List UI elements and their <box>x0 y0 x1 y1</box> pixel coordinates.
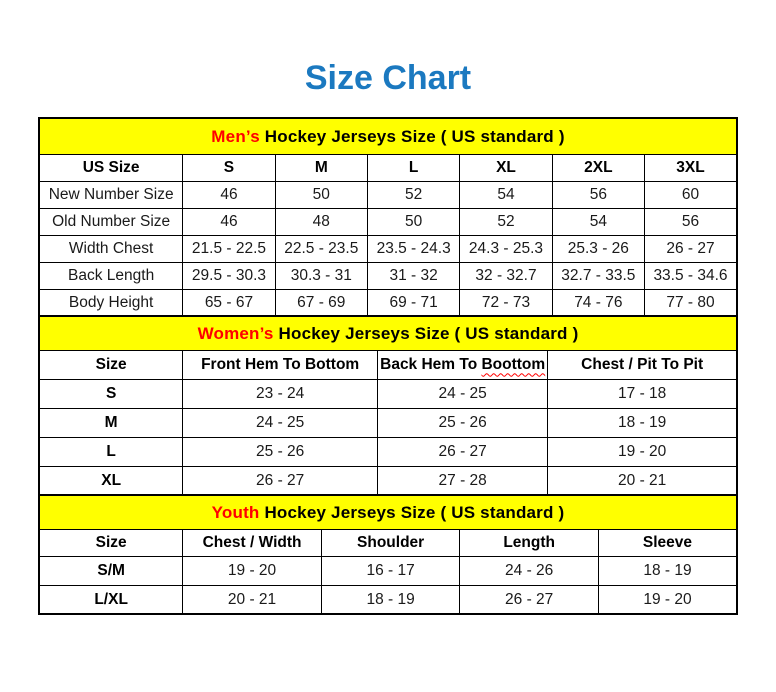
mens-table-row <box>39 235 737 262</box>
mens-table-row <box>39 208 737 235</box>
mens-cell: 24.3 - 25.3 <box>460 235 552 262</box>
mens-cell: 50 <box>367 208 459 235</box>
womens-cell: 24 - 25 <box>183 409 378 438</box>
mens-table-row <box>39 262 737 289</box>
womens-table-row <box>39 409 737 438</box>
mens-column-header: US Size <box>39 154 183 181</box>
womens-row-label: XL <box>39 467 183 496</box>
womens-table-row <box>39 380 737 409</box>
youth-column-header: Shoulder <box>321 529 460 556</box>
womens-cell: 25 - 26 <box>378 409 548 438</box>
youth-row-label: L/XL <box>39 585 183 614</box>
youth-banner-text: Hockey Jerseys Size ( US standard ) <box>259 502 565 522</box>
mens-row-label: Body Height <box>39 289 183 316</box>
womens-header-row <box>39 351 737 380</box>
mens-cell: 22.5 - 23.5 <box>275 235 367 262</box>
youth-banner-row <box>39 495 737 529</box>
mens-column-header: L <box>367 154 459 181</box>
mens-column-header: M <box>275 154 367 181</box>
womens-table-row <box>39 438 737 467</box>
womens-row-label: S <box>39 380 183 409</box>
mens-table-row <box>39 181 737 208</box>
mens-row-label: New Number Size <box>39 181 183 208</box>
mens-cell: 30.3 - 31 <box>275 262 367 289</box>
womens-column-header: Front Hem To Bottom <box>183 351 378 380</box>
youth-banner <box>39 495 737 529</box>
womens-row-label: L <box>39 438 183 467</box>
mens-column-header: 2XL <box>552 154 644 181</box>
womens-cell: 24 - 25 <box>378 380 548 409</box>
mens-cell: 56 <box>552 181 644 208</box>
mens-cell: 72 - 73 <box>460 289 552 316</box>
womens-column-header <box>378 351 548 380</box>
youth-banner-highlight: Youth <box>211 502 260 522</box>
mens-cell: 33.5 - 34.6 <box>645 262 738 289</box>
womens-cell: 27 - 28 <box>378 467 548 496</box>
mens-column-header: XL <box>460 154 552 181</box>
size-chart-tables <box>38 117 738 615</box>
mens-cell: 56 <box>645 208 738 235</box>
youth-cell: 18 - 19 <box>321 585 460 614</box>
youth-cell: 19 - 20 <box>598 585 737 614</box>
mens-column-header: 3XL <box>645 154 738 181</box>
womens-row-label: M <box>39 409 183 438</box>
youth-column-header: Chest / Width <box>183 529 322 556</box>
mens-cell: 54 <box>552 208 644 235</box>
mens-row-label: Width Chest <box>39 235 183 262</box>
womens-column-header-text: Back Hem To <box>380 356 482 374</box>
youth-column-header: Size <box>39 529 183 556</box>
womens-cell: 18 - 19 <box>548 409 737 438</box>
mens-cell: 69 - 71 <box>367 289 459 316</box>
mens-cell: 25.3 - 26 <box>552 235 644 262</box>
mens-row-label: Back Length <box>39 262 183 289</box>
mens-cell: 65 - 67 <box>183 289 275 316</box>
youth-cell: 18 - 19 <box>598 556 737 585</box>
youth-cell: 24 - 26 <box>460 556 599 585</box>
mens-cell: 31 - 32 <box>367 262 459 289</box>
mens-cell: 77 - 80 <box>645 289 738 316</box>
womens-misspelled-word: Boottom <box>481 356 546 374</box>
womens-cell: 26 - 27 <box>378 438 548 467</box>
mens-cell: 29.5 - 30.3 <box>183 262 275 289</box>
womens-banner <box>39 316 737 351</box>
youth-cell: 19 - 20 <box>183 556 322 585</box>
mens-cell: 23.5 - 24.3 <box>367 235 459 262</box>
womens-cell: 26 - 27 <box>183 467 378 496</box>
mens-cell: 21.5 - 22.5 <box>183 235 275 262</box>
mens-cell: 48 <box>275 208 367 235</box>
youth-cell: 20 - 21 <box>183 585 322 614</box>
mens-banner-highlight: Men’s <box>211 126 260 146</box>
mens-cell: 46 <box>183 181 275 208</box>
youth-size-table <box>38 494 738 615</box>
womens-cell: 17 - 18 <box>548 380 737 409</box>
mens-cell: 26 - 27 <box>645 235 738 262</box>
mens-cell: 46 <box>183 208 275 235</box>
womens-table-row <box>39 467 737 496</box>
womens-column-header: Size <box>39 351 183 380</box>
youth-table-row <box>39 585 737 614</box>
mens-cell: 74 - 76 <box>552 289 644 316</box>
mens-cell: 32 - 32.7 <box>460 262 552 289</box>
womens-cell: 23 - 24 <box>183 380 378 409</box>
mens-column-header: S <box>183 154 275 181</box>
youth-cell: 16 - 17 <box>321 556 460 585</box>
womens-size-table <box>38 315 738 497</box>
youth-row-label: S/M <box>39 556 183 585</box>
mens-cell: 54 <box>460 181 552 208</box>
womens-cell: 25 - 26 <box>183 438 378 467</box>
youth-header-row <box>39 529 737 556</box>
mens-banner <box>39 118 737 154</box>
womens-banner-row <box>39 316 737 351</box>
mens-banner-text: Hockey Jerseys Size ( US standard ) <box>259 126 565 146</box>
womens-cell: 19 - 20 <box>548 438 737 467</box>
youth-table-row <box>39 556 737 585</box>
mens-cell: 67 - 69 <box>275 289 367 316</box>
youth-cell: 26 - 27 <box>460 585 599 614</box>
mens-cell: 32.7 - 33.5 <box>552 262 644 289</box>
mens-cell: 50 <box>275 181 367 208</box>
mens-size-table <box>38 117 738 317</box>
mens-header-row <box>39 154 737 181</box>
womens-banner-highlight: Women’s <box>197 323 274 343</box>
mens-table-row <box>39 289 737 316</box>
mens-cell: 60 <box>645 181 738 208</box>
womens-banner-text: Hockey Jerseys Size ( US standard ) <box>273 323 579 343</box>
mens-banner-row <box>39 118 737 154</box>
youth-column-header: Sleeve <box>598 529 737 556</box>
mens-cell: 52 <box>460 208 552 235</box>
mens-row-label: Old Number Size <box>39 208 183 235</box>
mens-cell: 52 <box>367 181 459 208</box>
womens-cell: 20 - 21 <box>548 467 737 496</box>
youth-column-header: Length <box>460 529 599 556</box>
page-title: Size Chart <box>304 59 472 97</box>
womens-column-header: Chest / Pit To Pit <box>548 351 737 380</box>
